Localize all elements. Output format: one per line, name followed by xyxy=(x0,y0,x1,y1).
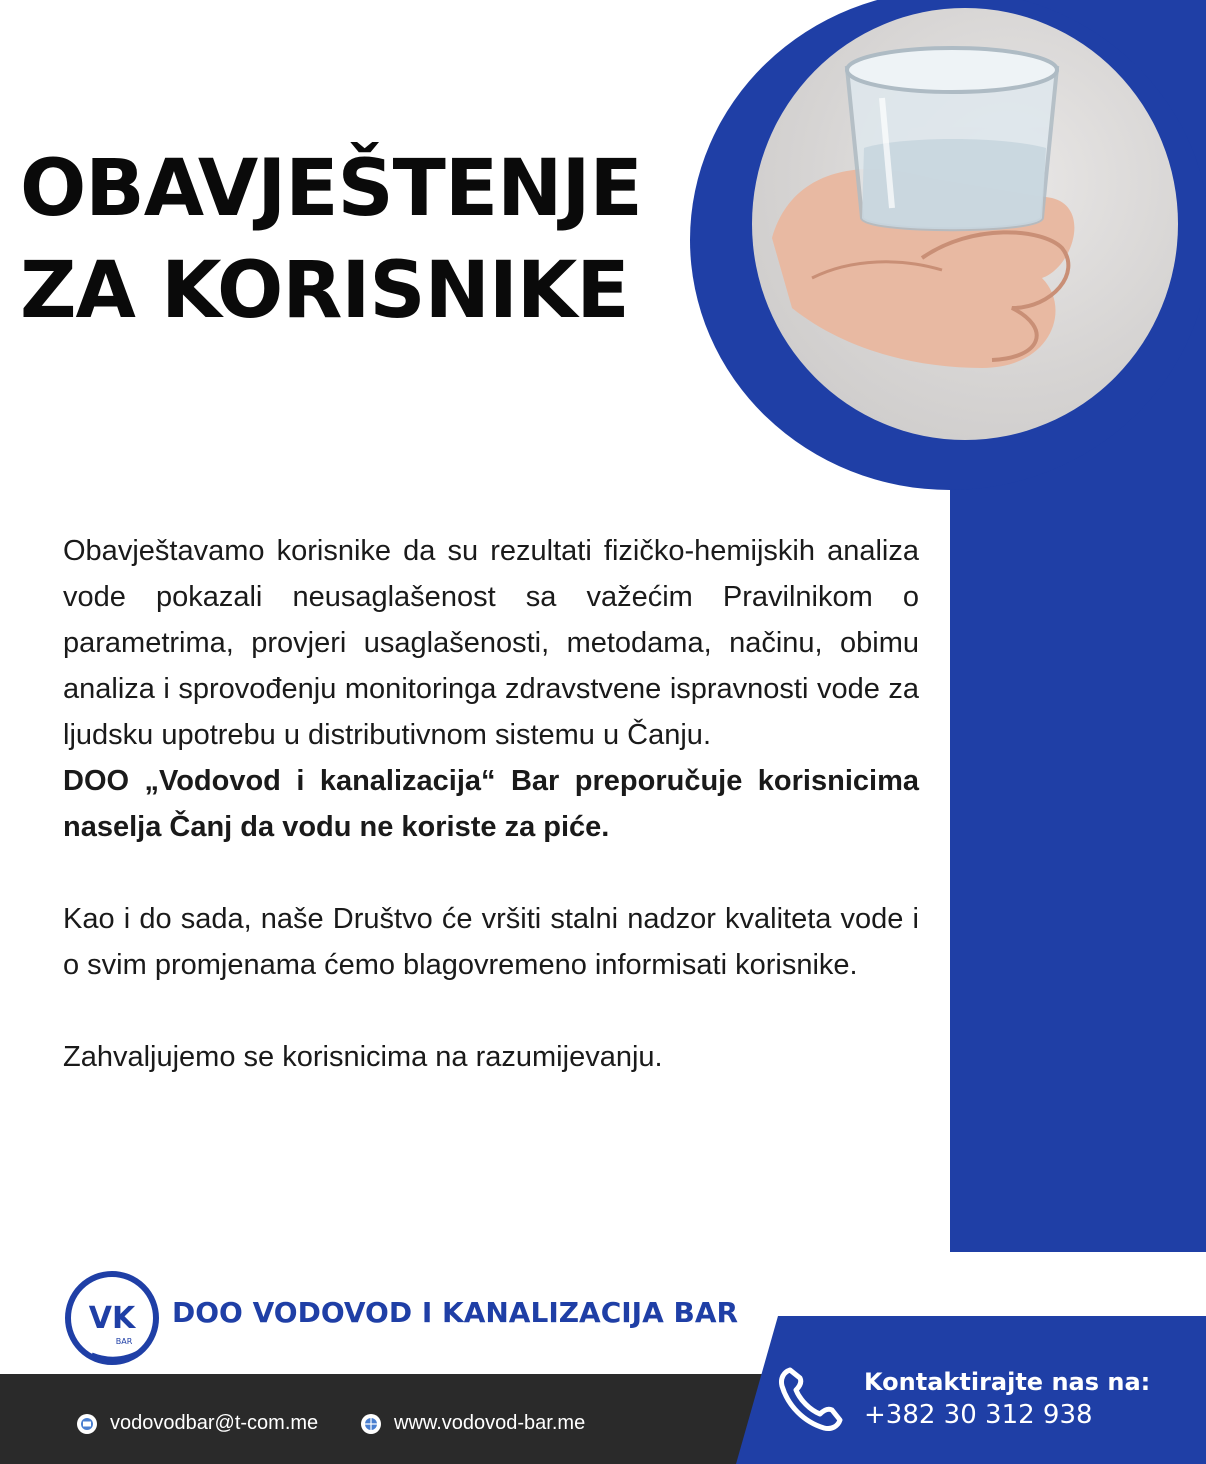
contact-title: Kontaktirajte nas na: xyxy=(864,1368,1151,1396)
phone-icon xyxy=(776,1364,846,1434)
footer-email[interactable] xyxy=(76,1412,318,1435)
page-title xyxy=(20,138,642,342)
notice-thanks: Zahvaljujemo se korisnicima na razumijevanju. xyxy=(63,1041,663,1073)
notice-paragraph-1: Obavještavamo korisnike da su rezultati fizičko-hemijskih analiza vode pokazali neusaglašenost sa važećim Pravilnikom o parametrima, provjeri usaglašenosti, metodama, načinu, obimu analiza i sprovođenju monitoringa zdravstvene ispravnosti vode za ljudsku upotrebu u distributivnom sistemu u Čanju. xyxy=(63,535,919,751)
title-line-1: OBAVJEŠTENJE xyxy=(20,144,642,234)
logo-sub: BAR xyxy=(115,1337,133,1346)
title-line-2: ZA KORISNIKE xyxy=(20,246,629,336)
website-text[interactable]: www.vodovod-bar.me xyxy=(394,1412,586,1434)
globe-icon xyxy=(360,1413,382,1435)
footer-website[interactable] xyxy=(360,1412,585,1435)
logo-monogram: VK xyxy=(88,1301,136,1336)
notice-body xyxy=(63,528,919,1080)
notice-paragraph-3: Kao i do sada, naše Društvo će vršiti stalni nadzor kvaliteta vode i o svim promjenama ćemo blagovremeno informisati korisnike. xyxy=(63,903,919,981)
email-text[interactable]: vodovodbar@t-com.me xyxy=(110,1412,319,1434)
notice-recommendation: DOO „Vodovod i kanalizacija“ Bar preporučuje korisnicima naselja Čanj da vodu ne koriste za piće. xyxy=(63,765,919,843)
company-name: DOO VODOVOD I KANALIZACIJA BAR xyxy=(172,1296,739,1329)
water-glass-photo xyxy=(752,8,1178,440)
company-logo xyxy=(62,1268,162,1368)
email-icon xyxy=(76,1413,98,1435)
contact-phone[interactable]: +382 30 312 938 xyxy=(864,1400,1093,1430)
